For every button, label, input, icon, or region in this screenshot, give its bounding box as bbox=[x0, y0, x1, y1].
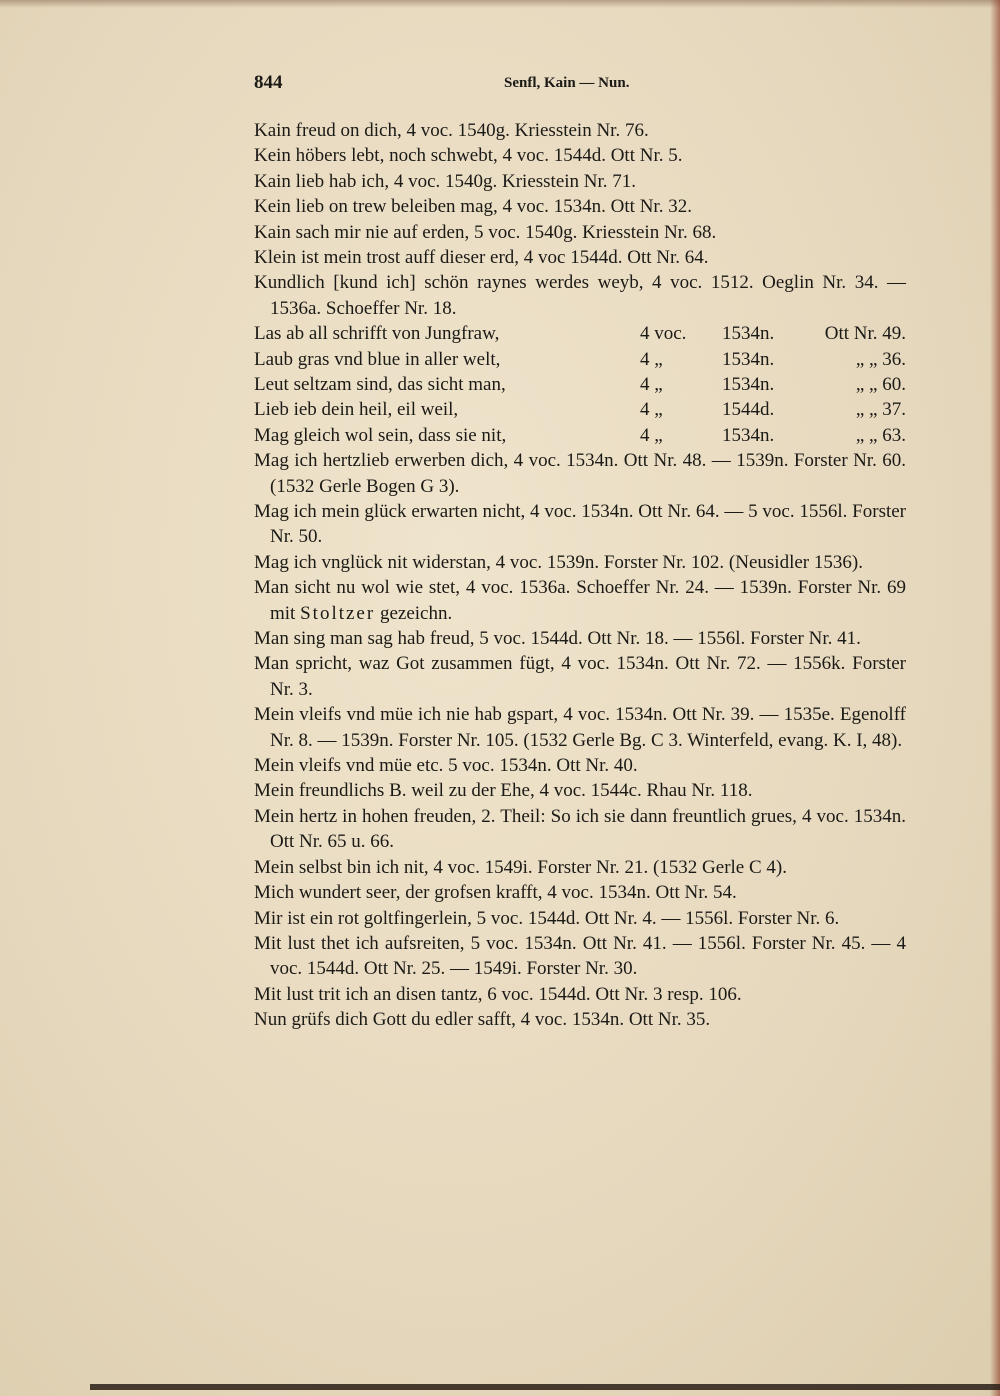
page-number: 844 bbox=[254, 72, 283, 93]
voice-count: 4 voc. bbox=[640, 323, 687, 345]
list-item: Kain lieb hab ich, 4 voc. 1540g. Kriesstein Nr. 71. bbox=[254, 170, 637, 192]
table-row bbox=[254, 423, 906, 448]
list-item: Nun grüfs dich Gott du edler safft, 4 voc. 1534n. Ott Nr. 35. bbox=[254, 1009, 711, 1031]
song-title: Mag gleich wol sein, dass sie nit, bbox=[254, 424, 507, 446]
source: 1534n. bbox=[722, 424, 775, 446]
list-item: Mag ich hertzlieb erwerben dich, 4 voc. 1534n. Ott Nr. 48. — 1539n. Forster Nr. 60. (1532 Gerle Bogen G 3). bbox=[254, 450, 906, 497]
page-header bbox=[254, 72, 904, 102]
reference: „ „ 63. bbox=[855, 424, 906, 446]
source: 1534n. bbox=[722, 323, 775, 345]
song-title: Lieb ieb dein heil, eil weil, bbox=[254, 399, 459, 421]
list-item: Kundlich [kund ich] schön raynes werdes weyb, 4 voc. 1512. Oeglin Nr. 34. — 1536a. Schoeffer Nr. 18. bbox=[254, 272, 906, 319]
list-item: Kain sach mir nie auf erden, 5 voc. 1540g. Kriesstein Nr. 68. bbox=[254, 221, 717, 243]
song-title: Laub gras vnd blue in aller welt, bbox=[254, 348, 501, 370]
list-item: Mit lust thet ich aufsreiten, 5 voc. 1534n. Ott Nr. 41. — 1556l. Forster Nr. 45. — 4 voc. 1544d. Ott Nr. 25. — 1549i. Forster Nr. 30. bbox=[254, 932, 906, 980]
list-item: Mein vleifs vnd müe ich nie hab gspart, 4 voc. 1534n. Ott Nr. 39. — 1535e. Egenolff Nr. 8. — 1539n. Forster Nr. 105. (1532 Gerle Bg. C 3. Winterfeld, evang. K. I, 48). bbox=[254, 704, 906, 751]
table-row bbox=[254, 397, 906, 422]
voice-count: 4 „ bbox=[640, 399, 663, 421]
song-title: Las ab all schrifft von Jungfraw, bbox=[254, 323, 500, 345]
table-row bbox=[254, 347, 906, 372]
page-edge-shadow-bottom bbox=[90, 1384, 1000, 1390]
list-item: Mein vleifs vnd müe etc. 5 voc. 1534n. Ott Nr. 40. bbox=[254, 755, 638, 777]
list-item: Man sing man sag hab freud, 5 voc. 1544d. Ott Nr. 18. — 1556l. Forster Nr. 41. bbox=[254, 628, 861, 650]
list-item: Mein selbst bin ich nit, 4 voc. 1549i. Forster Nr. 21. (1532 Gerle C 4). bbox=[254, 856, 787, 878]
table-row bbox=[254, 372, 906, 397]
reference: „ „ 60. bbox=[855, 374, 906, 396]
list-item: Mein hertz in hohen freuden, 2. Theil: So ich sie dann freuntlich grues, 4 voc. 1534n. Ott Nr. 65 u. 66. bbox=[254, 805, 906, 853]
list-item: Mit lust trit ich an disen tantz, 6 voc. 1544d. Ott Nr. 3 resp. 106. bbox=[254, 983, 742, 1005]
list-item bbox=[254, 575, 906, 626]
list-item: Kein lieb on trew beleiben mag, 4 voc. 1534n. Ott Nr. 32. bbox=[254, 196, 692, 218]
source: 1534n. bbox=[722, 374, 775, 396]
list-item: Mag ich mein glück erwarten nicht, 4 voc. 1534n. Ott Nr. 64. — 5 voc. 1556l. Forster Nr. 50. bbox=[254, 501, 906, 548]
voice-count: 4 „ bbox=[640, 424, 663, 446]
reference: „ „ 37. bbox=[855, 399, 906, 421]
source: 1534n. bbox=[722, 348, 775, 370]
song-title: Leut seltzam sind, das sicht man, bbox=[254, 374, 506, 396]
list-item: Man spricht, waz Got zusammen fügt, 4 voc. 1534n. Ott Nr. 72. — 1556k. Forster Nr. 3. bbox=[254, 653, 906, 700]
running-head: Senfl, Kain — Nun. bbox=[504, 75, 630, 91]
list-item: Klein ist mein trost auff dieser erd, 4 voc 1544d. Ott Nr. 64. bbox=[254, 247, 709, 269]
reference: Ott Nr. 49. bbox=[824, 323, 906, 345]
voice-count: 4 „ bbox=[640, 374, 663, 396]
composer-name: Stoltzer bbox=[300, 602, 376, 624]
source: 1544d. bbox=[722, 399, 775, 421]
table-row bbox=[254, 321, 906, 346]
page-edge-shadow-right bbox=[990, 0, 1000, 1396]
entry-text: gezeichn. bbox=[375, 602, 453, 624]
reference: „ „ 36. bbox=[855, 348, 906, 370]
entry-list bbox=[254, 118, 906, 1033]
list-item: Mein freundlichs B. weil zu der Ehe, 4 voc. 1544c. Rhau Nr. 118. bbox=[254, 780, 753, 802]
entry-text: Man sicht nu wol wie stet, 4 voc. 1536a. Schoeffer Nr. 24. — 1539n. Forster Nr. 69 mit bbox=[254, 577, 906, 624]
list-item: Kein höbers lebt, noch schwebt, 4 voc. 1544d. Ott Nr. 5. bbox=[254, 145, 683, 167]
list-item: Mich wundert seer, der grofsen krafft, 4 voc. 1534n. Ott Nr. 54. bbox=[254, 882, 737, 904]
list-item: Mir ist ein rot goltfingerlein, 5 voc. 1544d. Ott Nr. 4. — 1556l. Forster Nr. 6. bbox=[254, 907, 840, 929]
list-item: Kain freud on dich, 4 voc. 1540g. Kriesstein Nr. 76. bbox=[254, 120, 649, 141]
page-edge-shadow-top bbox=[0, 0, 1000, 8]
list-item: Mag ich vnglück nit widerstan, 4 voc. 1539n. Forster Nr. 102. (Neusidler 1536). bbox=[254, 551, 863, 573]
voice-count: 4 „ bbox=[640, 348, 663, 370]
